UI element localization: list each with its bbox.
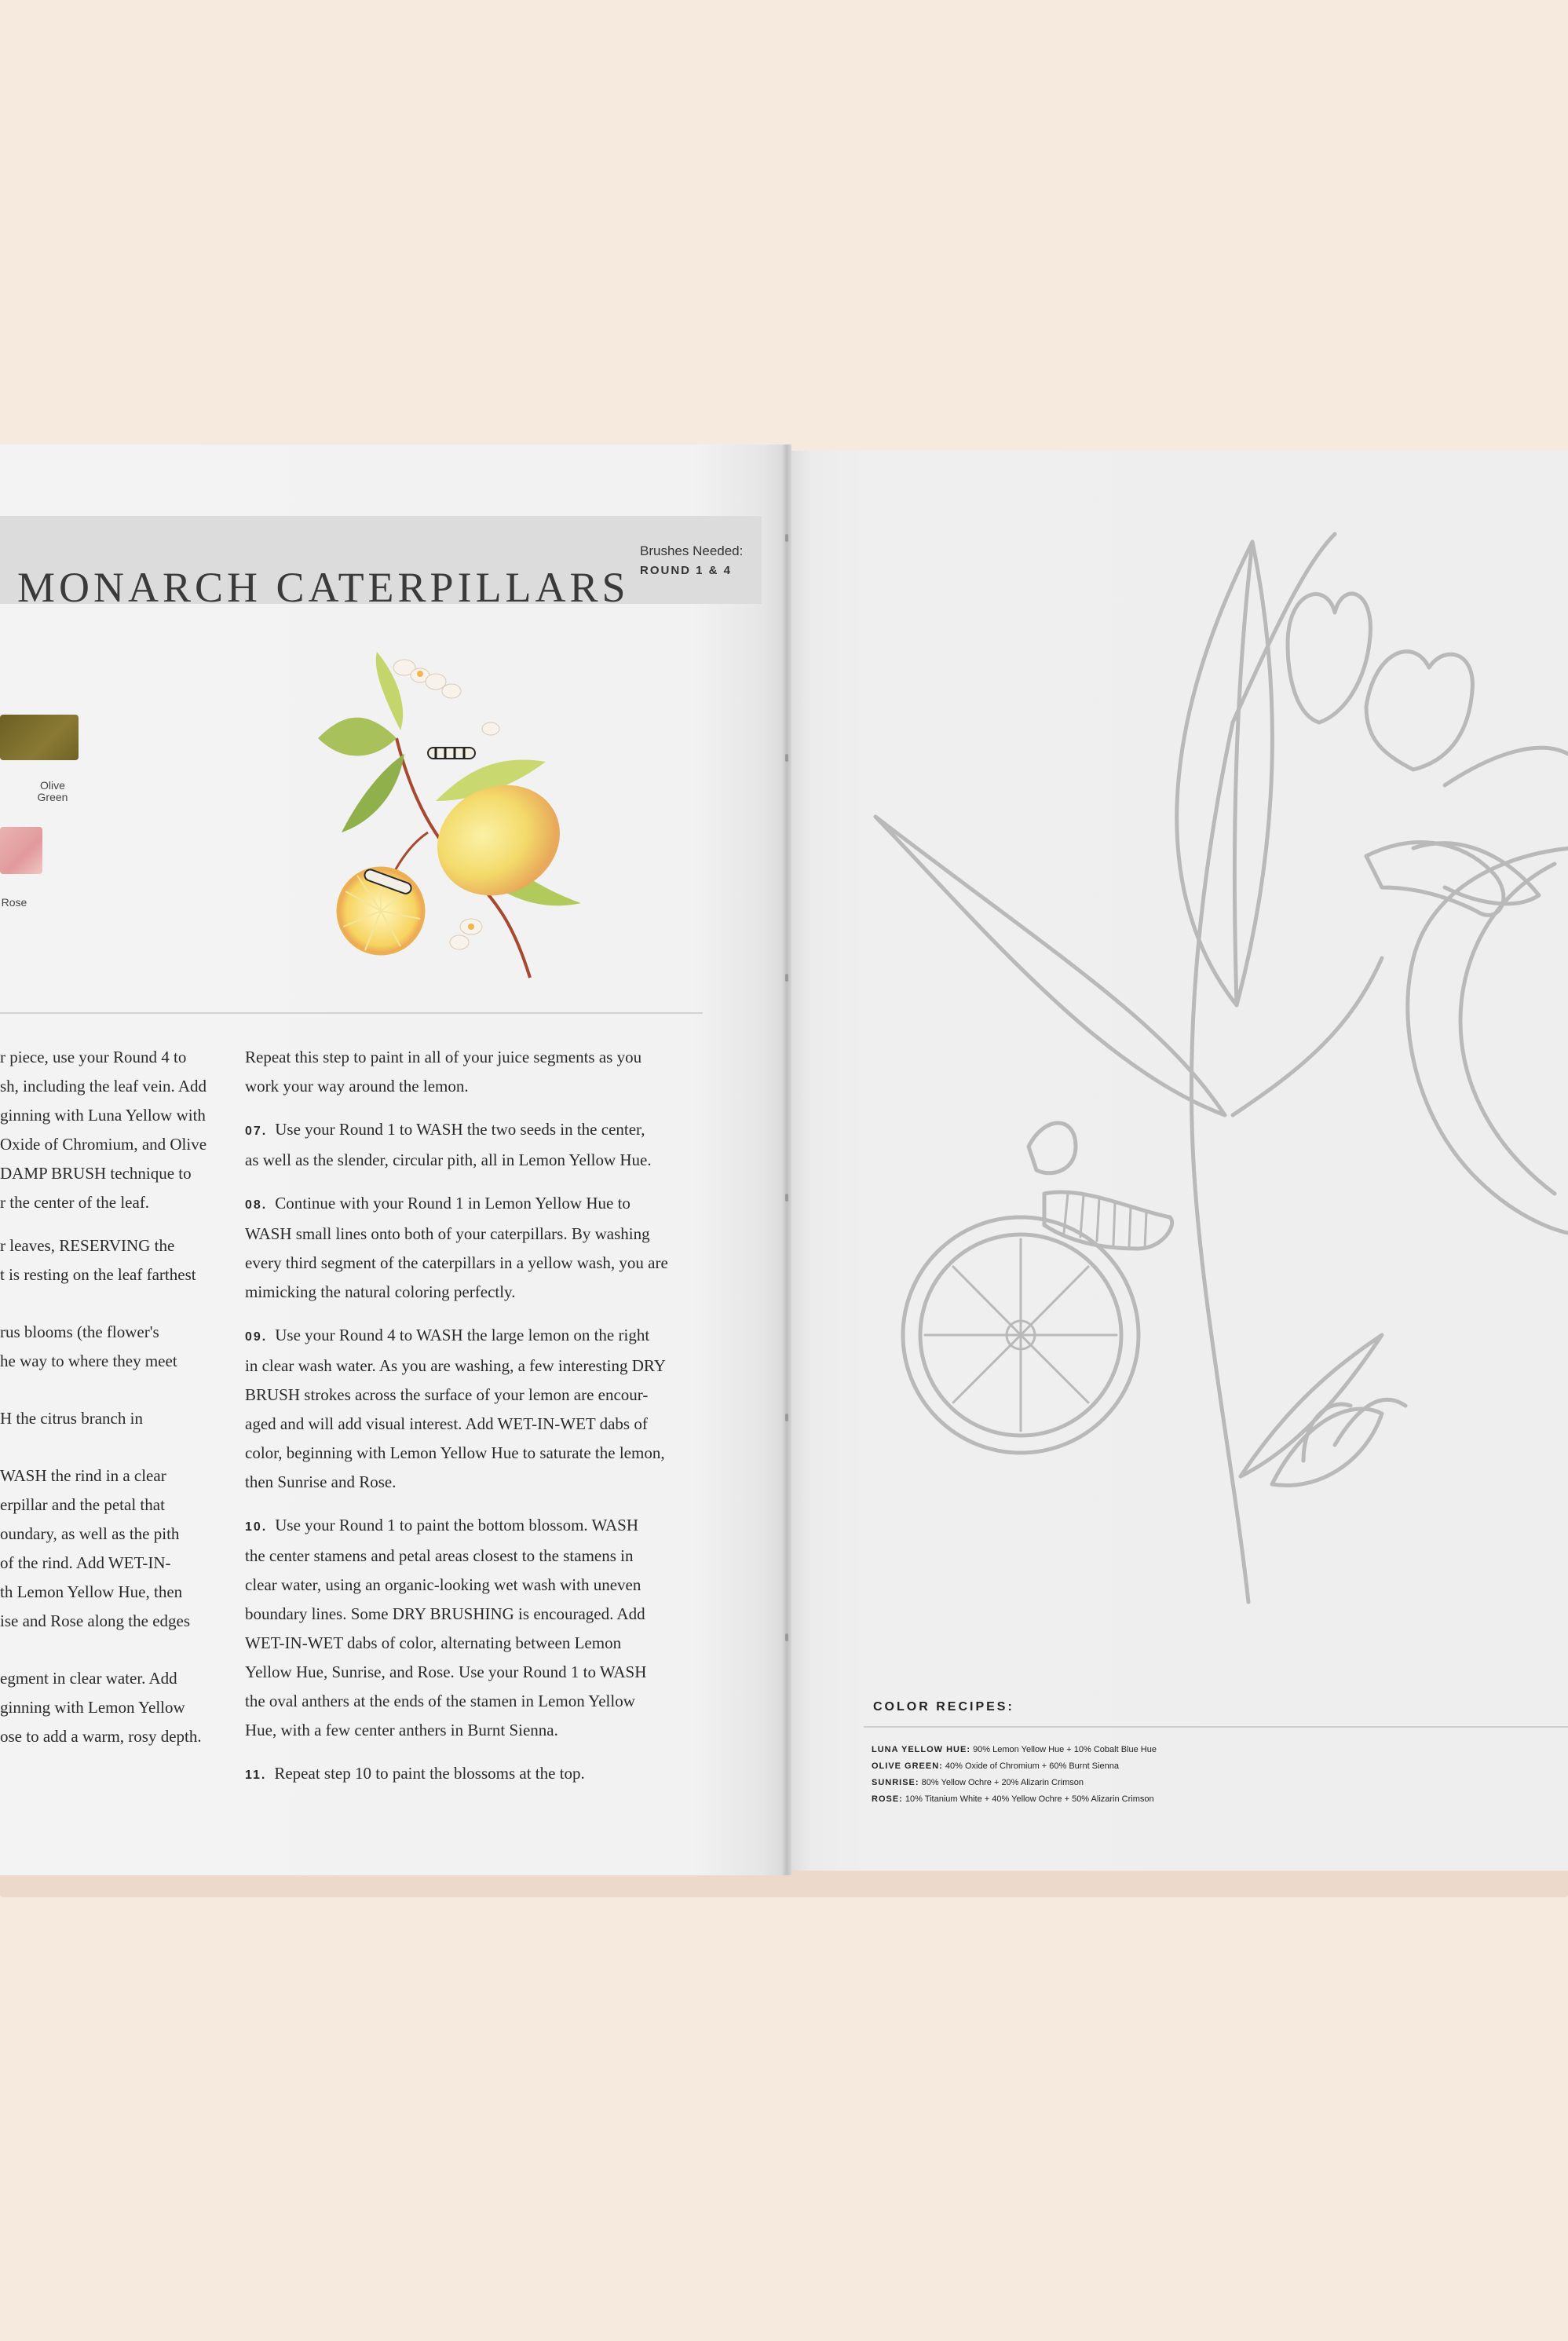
recipe-rose: ROSE: 10% Titanium White + 40% Yellow Ochre + 50% Alizarin Crimson (872, 1794, 1154, 1804)
book-gutter (782, 444, 791, 1875)
recipes-divider (864, 1726, 1568, 1728)
step-number: 09. (245, 1330, 268, 1344)
olive-green-swatch (0, 715, 79, 760)
recipe-sunrise: SUNRISE: 80% Yellow Ochre + 20% Alizarin Crimson (872, 1778, 1084, 1787)
binding-stitch (785, 974, 788, 982)
binding-stitch (785, 754, 788, 762)
instruction-step-08: 08. Continue with your Round 1 in Lemon Yellow Hue to WASH small lines onto both of your caterpillars. By washing every third segment of the caterpillars in a yellow wash, you are mimicking the natural coloring perfectly. (245, 1194, 668, 1301)
binding-stitch (785, 1194, 788, 1202)
binding-stitch (785, 1633, 788, 1641)
step-number: 11. (245, 1769, 267, 1782)
page-title: MONARCH CATERPILLARS (17, 564, 630, 612)
binding-stitch (785, 534, 788, 542)
recipe-olive-green: OLIVE GREEN: 40% Oxide of Chromium + 60% Burnt Sienna (872, 1761, 1119, 1771)
step-number: 10. (245, 1520, 268, 1534)
instruction-paragraph: WASH the rind in a clear erpillar and the petal that oundary, as well as the pith of the rind. Add WET-IN- th Lemon Yellow Hue, then ise and Rose along the edges (0, 1466, 191, 1630)
brushes-needed-value: ROUND 1 & 4 (640, 564, 733, 577)
lemon-branch-illustration (310, 644, 593, 989)
instruction-step-11: 11. Repeat step 10 to paint the blossoms at the top. (245, 1764, 585, 1783)
swatch-label-rose: Rose (1, 896, 27, 909)
step-number: 08. (245, 1198, 268, 1212)
instruction-paragraph: r piece, use your Round 4 to sh, including the leaf vein. Add ginning with Luna Yellow with Oxide of Chromium, and Olive DAMP BRUSH technique to r the center of the leaf. (0, 1048, 207, 1212)
instruction-paragraph: rus blooms (the flower's he way to where they meet (0, 1322, 177, 1370)
instruction-step-07: 07. Use your Round 1 to WASH the two seeds in the center, as well as the slender, circular pith, all in Lemon Yellow Hue. (245, 1120, 652, 1169)
instruction-paragraph: egment in clear water. Add ginning with Lemon Yellow ose to add a warm, rosy depth. (0, 1669, 202, 1746)
recipe-luna-yellow: LUNA YELLOW HUE: 90% Lemon Yellow Hue + 10% Cobalt Blue Hue (872, 1745, 1157, 1754)
instructions-left-column (0, 1043, 207, 1765)
instruction-step: Repeat this step to paint in all of your juice segments as you work your way around the lemon. (245, 1048, 642, 1096)
line-art-drawing (864, 518, 1568, 1633)
swatch-label-olive-green: Olive Green (37, 779, 68, 803)
brushes-needed-label: Brushes Needed: (640, 543, 744, 558)
color-recipes-title: COLOR RECIPES: (873, 1700, 1014, 1714)
binding-stitch (785, 1414, 788, 1421)
section-divider (0, 1012, 703, 1014)
instructions-right-column (245, 1043, 668, 1804)
instruction-step-10: 10. Use your Round 1 to paint the bottom blossom. WASH the center stamens and petal areas closest to the stamens in clear water, using an organic-looking wet wash with uneven boundary lines. Some DRY BRUSHING is encouraged. Add WET-IN-WET dabs of color, alternating between Lemon Yellow Hue, Sunrise, and Rose. Use your Round 1 to WASH the oval anthers at the ends of the stamen in Lemon Yellow Hue, with a few center anthers in Burnt Sienna. (245, 1516, 647, 1739)
instruction-paragraph: r leaves, RESERVING the t is resting on the leaf farthest (0, 1236, 196, 1284)
instruction-paragraph: H the citrus branch in (0, 1409, 143, 1428)
instruction-step-09: 09. Use your Round 4 to WASH the large lemon on the right in clear wash water. As you are washing, a few interesting DRY BRUSH strokes across the surface of your lemon are encour- aged and will add visual interest. Add WET-IN-WET dabs of color, beginning with Lemon Yellow Hue to saturate the lemon, then Sunrise and Rose. (245, 1326, 666, 1491)
step-number: 07. (245, 1125, 268, 1138)
rose-swatch (0, 827, 42, 874)
